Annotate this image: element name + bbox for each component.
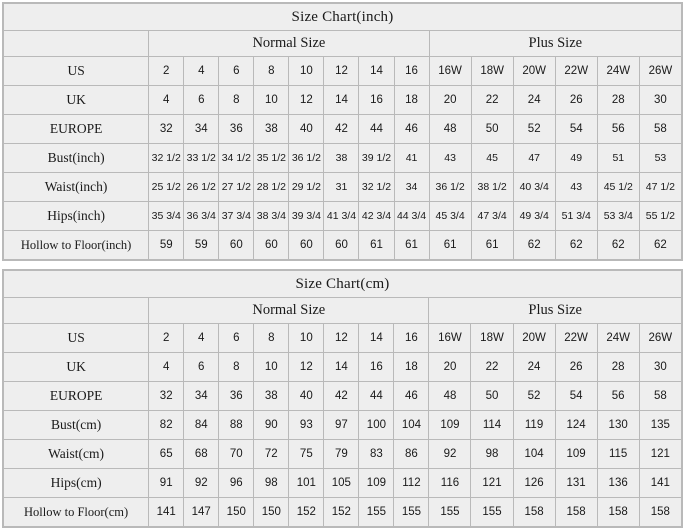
- row-label-bust-cm: Bust(cm): [4, 411, 149, 440]
- cell: 116: [429, 469, 471, 498]
- row-label-hollow-to-floor-inch: Hollow to Floor(inch): [4, 231, 149, 260]
- cell: 96: [219, 469, 254, 498]
- cell: 58: [639, 382, 681, 411]
- cell: 97: [324, 411, 359, 440]
- cell: 141: [639, 469, 681, 498]
- cell: 41 3/4: [324, 202, 359, 231]
- cell: 60: [289, 231, 324, 260]
- cell: 26: [555, 353, 597, 382]
- cell: 36 1/2: [289, 144, 324, 173]
- cell: 155: [359, 498, 394, 527]
- cell: 36: [219, 382, 254, 411]
- cell: 152: [289, 498, 324, 527]
- cell: 48: [429, 115, 471, 144]
- row-label-europe-cm: EUROPE: [4, 382, 149, 411]
- size-chart-inch-table: [3, 3, 682, 260]
- cell: 52: [513, 115, 555, 144]
- cell: 4: [149, 86, 184, 115]
- cell: 141: [149, 498, 184, 527]
- cell: 62: [597, 231, 639, 260]
- cell: 158: [555, 498, 597, 527]
- cell: 109: [429, 411, 471, 440]
- cell: 36 3/4: [184, 202, 219, 231]
- group-row: [4, 31, 682, 57]
- cell: 155: [429, 498, 471, 527]
- cell: 26W: [639, 57, 681, 86]
- cell: 2: [149, 57, 184, 86]
- cell: 98: [254, 469, 289, 498]
- cell: 34 1/2: [219, 144, 254, 173]
- cell: 70: [219, 440, 254, 469]
- cell: 45: [471, 144, 513, 173]
- cell: 59: [184, 231, 219, 260]
- cell: 35 3/4: [149, 202, 184, 231]
- cell: 14: [359, 57, 394, 86]
- cell: 20W: [513, 57, 555, 86]
- cell: 38: [324, 144, 359, 173]
- cell: 61: [471, 231, 513, 260]
- cell: 26 1/2: [184, 173, 219, 202]
- cell: 47 1/2: [639, 173, 681, 202]
- cell: 84: [184, 411, 219, 440]
- cell: 150: [219, 498, 254, 527]
- cell: 46: [394, 115, 429, 144]
- cell: 53 3/4: [597, 202, 639, 231]
- cell: 109: [359, 469, 394, 498]
- cell: 51 3/4: [555, 202, 597, 231]
- cell: 8: [254, 324, 289, 353]
- cell: 22: [471, 353, 513, 382]
- cell: 44: [359, 115, 394, 144]
- cell: 147: [184, 498, 219, 527]
- cell: 24W: [597, 57, 639, 86]
- group-row-corner: [4, 298, 149, 324]
- cell: 47 3/4: [471, 202, 513, 231]
- cell: 155: [394, 498, 429, 527]
- cell: 100: [359, 411, 394, 440]
- cell: 62: [513, 231, 555, 260]
- cell: 16: [394, 324, 429, 353]
- cell: 18: [394, 86, 429, 115]
- cell: 20: [429, 86, 471, 115]
- cell: 152: [324, 498, 359, 527]
- cell: 50: [471, 382, 513, 411]
- cell: 135: [639, 411, 681, 440]
- cell: 155: [471, 498, 513, 527]
- cell: 59: [149, 231, 184, 260]
- size-chart-cm-block: [2, 269, 683, 528]
- cell: 65: [149, 440, 184, 469]
- chart-title-cm: Size Chart(cm): [4, 271, 682, 298]
- group-normal-size-inch: Normal Size: [149, 31, 429, 57]
- cell: 18W: [471, 324, 513, 353]
- cell: 40: [289, 115, 324, 144]
- cell: 130: [597, 411, 639, 440]
- cell: 126: [513, 469, 555, 498]
- cell: 30: [639, 86, 681, 115]
- cell: 42 3/4: [359, 202, 394, 231]
- cell: 50: [471, 115, 513, 144]
- table-row: [4, 144, 682, 173]
- cell: 34: [184, 382, 219, 411]
- row-label-hips-inch: Hips(inch): [4, 202, 149, 231]
- cell: 18: [394, 353, 429, 382]
- cell: 86: [394, 440, 429, 469]
- cell: 12: [289, 353, 324, 382]
- cell: 54: [555, 115, 597, 144]
- cell: 18W: [471, 57, 513, 86]
- cell: 34: [184, 115, 219, 144]
- cell: 75: [289, 440, 324, 469]
- cell: 56: [597, 115, 639, 144]
- cell: 49: [555, 144, 597, 173]
- cell: 83: [359, 440, 394, 469]
- cell: 55 1/2: [639, 202, 681, 231]
- cell: 115: [597, 440, 639, 469]
- cell: 105: [324, 469, 359, 498]
- cell: 14: [324, 353, 359, 382]
- row-label-hips-cm: Hips(cm): [4, 469, 149, 498]
- group-normal-size-cm: Normal Size: [149, 298, 429, 324]
- cell: 38 3/4: [254, 202, 289, 231]
- cell: 42: [324, 115, 359, 144]
- table-row: [4, 440, 682, 469]
- table-row: [4, 382, 682, 411]
- cell: 38: [254, 115, 289, 144]
- size-chart-inch-body: [4, 4, 682, 260]
- cell: 79: [324, 440, 359, 469]
- row-label-us-cm: US: [4, 324, 149, 353]
- cell: 31: [324, 173, 359, 202]
- cell: 4: [184, 57, 219, 86]
- group-row-corner: [4, 31, 149, 57]
- cell: 4: [149, 353, 184, 382]
- cell: 54: [555, 382, 597, 411]
- cell: 53: [639, 144, 681, 173]
- cell: 34: [394, 173, 429, 202]
- cell: 150: [254, 498, 289, 527]
- cell: 52: [513, 382, 555, 411]
- cell: 92: [184, 469, 219, 498]
- cell: 29 1/2: [289, 173, 324, 202]
- cell: 8: [219, 86, 254, 115]
- cell: 61: [394, 231, 429, 260]
- cell: 48: [429, 382, 471, 411]
- cell: 12: [289, 86, 324, 115]
- row-label-waist-inch: Waist(inch): [4, 173, 149, 202]
- cell: 58: [639, 115, 681, 144]
- table-row: [4, 115, 682, 144]
- cell: 60: [254, 231, 289, 260]
- cell: 47: [513, 144, 555, 173]
- cell: 61: [429, 231, 471, 260]
- table-row: [4, 202, 682, 231]
- cell: 49 3/4: [513, 202, 555, 231]
- cell: 28: [597, 353, 639, 382]
- cell: 158: [513, 498, 555, 527]
- cell: 124: [555, 411, 597, 440]
- cell: 30: [639, 353, 681, 382]
- table-row: [4, 231, 682, 260]
- cell: 10: [289, 324, 324, 353]
- size-chart-cm-body: [4, 271, 682, 527]
- row-label-bust-inch: Bust(inch): [4, 144, 149, 173]
- cell: 72: [254, 440, 289, 469]
- cell: 28 1/2: [254, 173, 289, 202]
- cell: 62: [639, 231, 681, 260]
- cell: 41: [394, 144, 429, 173]
- cell: 136: [597, 469, 639, 498]
- cell: 104: [513, 440, 555, 469]
- table-row: [4, 86, 682, 115]
- title-row: [4, 271, 682, 298]
- cell: 37 3/4: [219, 202, 254, 231]
- cell: 46: [394, 382, 429, 411]
- cell: 36 1/2: [429, 173, 471, 202]
- table-row: [4, 324, 682, 353]
- group-plus-size-inch: Plus Size: [429, 31, 681, 57]
- cell: 14: [324, 86, 359, 115]
- cell: 20W: [513, 324, 555, 353]
- cell: 93: [289, 411, 324, 440]
- cell: 43: [555, 173, 597, 202]
- title-row: [4, 4, 682, 31]
- cell: 16: [394, 57, 429, 86]
- cell: 6: [219, 324, 254, 353]
- cell: 8: [219, 353, 254, 382]
- cell: 68: [184, 440, 219, 469]
- cell: 40: [289, 382, 324, 411]
- cell: 10: [254, 353, 289, 382]
- group-row: [4, 298, 682, 324]
- cell: 38: [254, 382, 289, 411]
- cell: 27 1/2: [219, 173, 254, 202]
- cell: 2: [149, 324, 184, 353]
- cell: 158: [597, 498, 639, 527]
- row-label-us-inch: US: [4, 57, 149, 86]
- cell: 22: [471, 86, 513, 115]
- cell: 39 1/2: [359, 144, 394, 173]
- cell: 32 1/2: [359, 173, 394, 202]
- cell: 56: [597, 382, 639, 411]
- cell: 62: [555, 231, 597, 260]
- table-row: [4, 353, 682, 382]
- cell: 60: [324, 231, 359, 260]
- cell: 82: [149, 411, 184, 440]
- cell: 16: [359, 86, 394, 115]
- cell: 26: [555, 86, 597, 115]
- cell: 12: [324, 324, 359, 353]
- cell: 16W: [429, 324, 471, 353]
- cell: 39 3/4: [289, 202, 324, 231]
- cell: 43: [429, 144, 471, 173]
- cell: 40 3/4: [513, 173, 555, 202]
- cell: 131: [555, 469, 597, 498]
- cell: 92: [429, 440, 471, 469]
- cell: 38 1/2: [471, 173, 513, 202]
- cell: 109: [555, 440, 597, 469]
- cell: 12: [324, 57, 359, 86]
- cell: 51: [597, 144, 639, 173]
- cell: 32: [149, 115, 184, 144]
- cell: 119: [513, 411, 555, 440]
- chart-title-inch: Size Chart(inch): [4, 4, 682, 31]
- cell: 14: [359, 324, 394, 353]
- row-label-uk-inch: UK: [4, 86, 149, 115]
- cell: 10: [289, 57, 324, 86]
- row-label-uk-cm: UK: [4, 353, 149, 382]
- cell: 98: [471, 440, 513, 469]
- cell: 121: [471, 469, 513, 498]
- group-plus-size-cm: Plus Size: [429, 298, 682, 324]
- cell: 112: [394, 469, 429, 498]
- row-label-hollow-to-floor-cm: Hollow to Floor(cm): [4, 498, 149, 527]
- cell: 104: [394, 411, 429, 440]
- cell: 90: [254, 411, 289, 440]
- cell: 32 1/2: [149, 144, 184, 173]
- cell: 6: [184, 86, 219, 115]
- cell: 24: [513, 353, 555, 382]
- cell: 28: [597, 86, 639, 115]
- cell: 22W: [555, 324, 597, 353]
- cell: 158: [639, 498, 681, 527]
- table-row: [4, 469, 682, 498]
- cell: 16: [359, 353, 394, 382]
- table-row: [4, 411, 682, 440]
- cell: 4: [184, 324, 219, 353]
- table-row: [4, 173, 682, 202]
- cell: 6: [184, 353, 219, 382]
- row-label-waist-cm: Waist(cm): [4, 440, 149, 469]
- cell: 32: [149, 382, 184, 411]
- table-row: [4, 57, 682, 86]
- cell: 45 1/2: [597, 173, 639, 202]
- cell: 91: [149, 469, 184, 498]
- size-chart-cm-table: [3, 270, 682, 527]
- cell: 10: [254, 86, 289, 115]
- size-chart-inch-block: [2, 2, 683, 261]
- cell: 61: [359, 231, 394, 260]
- cell: 25 1/2: [149, 173, 184, 202]
- cell: 26W: [639, 324, 681, 353]
- cell: 121: [639, 440, 681, 469]
- cell: 42: [324, 382, 359, 411]
- cell: 44 3/4: [394, 202, 429, 231]
- cell: 24: [513, 86, 555, 115]
- cell: 44: [359, 382, 394, 411]
- cell: 8: [254, 57, 289, 86]
- cell: 24W: [597, 324, 639, 353]
- cell: 60: [219, 231, 254, 260]
- cell: 88: [219, 411, 254, 440]
- cell: 36: [219, 115, 254, 144]
- cell: 114: [471, 411, 513, 440]
- cell: 35 1/2: [254, 144, 289, 173]
- cell: 33 1/2: [184, 144, 219, 173]
- cell: 101: [289, 469, 324, 498]
- cell: 6: [219, 57, 254, 86]
- row-label-europe-inch: EUROPE: [4, 115, 149, 144]
- cell: 22W: [555, 57, 597, 86]
- cell: 16W: [429, 57, 471, 86]
- cell: 20: [429, 353, 471, 382]
- table-row: [4, 498, 682, 527]
- cell: 45 3/4: [429, 202, 471, 231]
- size-chart-page: [0, 2, 685, 531]
